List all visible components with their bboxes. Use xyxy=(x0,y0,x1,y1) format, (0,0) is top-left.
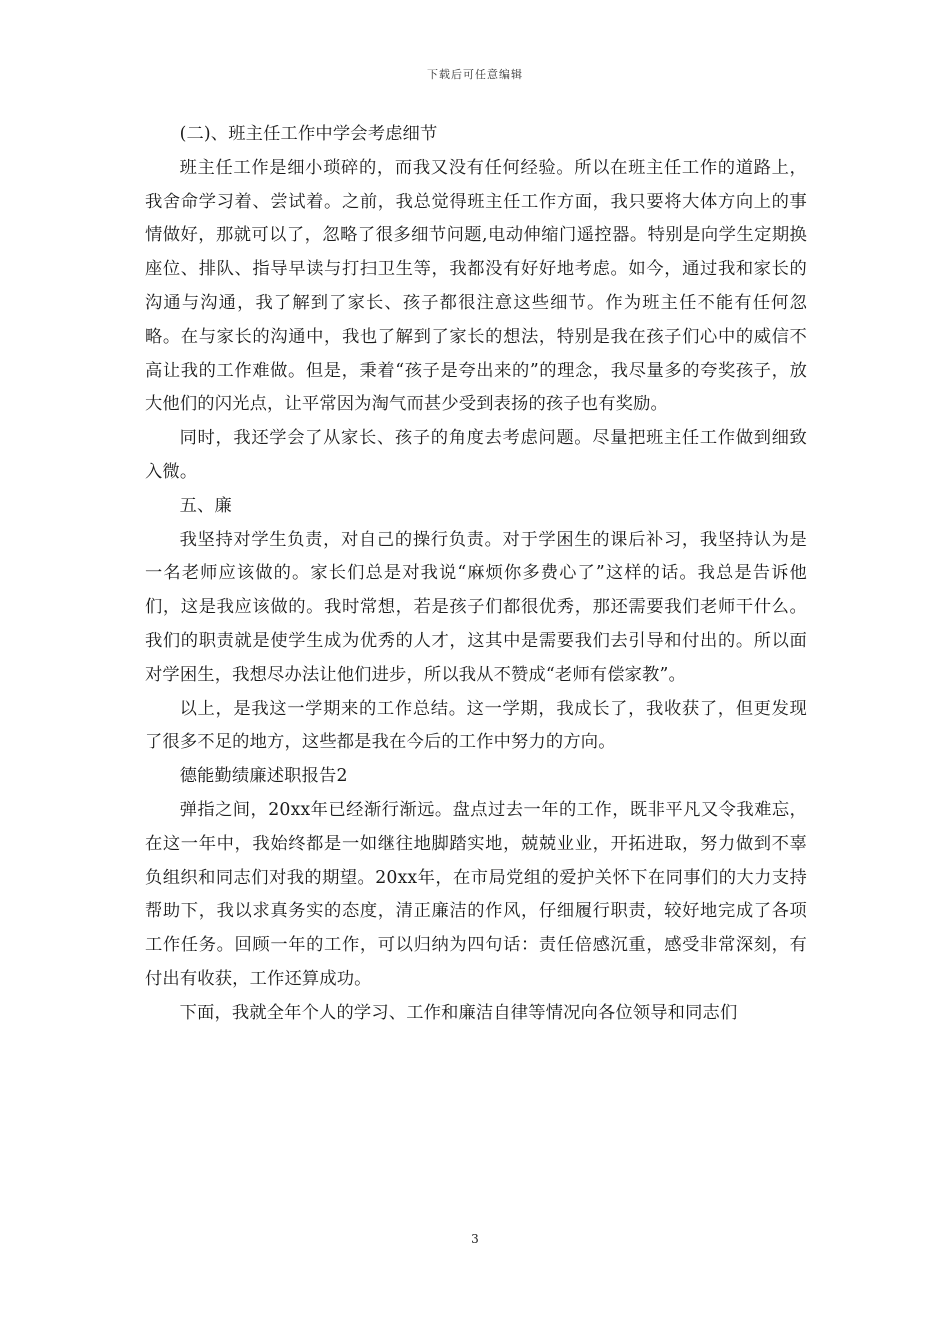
section-heading-details: (二)、班主任工作中学会考虑细节 xyxy=(179,124,438,144)
page-header: 下载后可任意编辑 xyxy=(427,68,523,81)
report-title: 德能勤绩廉述职报告2 xyxy=(179,766,348,787)
paragraph-report-intro: 弹指之间，20xx年已经渐行渐远。盘点过去一年的工作，既非平凡又令我难忘，在这一年中，我始终都是一如继往地脚踏实地，兢兢业业，开拓进取，努力做到不辜负组织和同志们对我的期望。20xx年，在市局党组的爱护关怀下在同事们的大力支持帮助下，我以求真务实的态度，清正廉洁的作风，仔细履行职责，较好地完成了各项工作任务。回顾一年的工作，可以归纳为四句话：责任倍感沉重，感受非常深刻，有付出有收获，工作还算成功。 xyxy=(145,799,807,989)
section-heading-integrity: 五、廉 xyxy=(179,495,232,516)
paragraph-details-summary: 同时，我还学会了从家长、孩子的角度去考虑问题。尽量把班主任工作做到细致入微。 xyxy=(145,428,807,482)
paragraph-report-continuation: 下面，我就全年个人的学习、工作和廉洁自律等情况向各位领导和同志们 xyxy=(179,1002,738,1023)
document-body xyxy=(145,118,807,1031)
page-number: 3 xyxy=(471,1232,479,1246)
paragraph-conclusion: 以上，是我这一学期来的工作总结。这一学期，我成长了，我收获了，但更发现了很多不足的地方，这些都是我在今后的工作中努力的方向。 xyxy=(145,698,807,753)
paragraph-integrity-body: 我坚持对学生负责，对自己的操行负责。对于学困生的课后补习，我坚持认为是一名老师应该做的。家长们总是对我说“麻烦你多费心了”这样的话。我总是告诉他们，这是我应该做的。我时常想，若是孩子们都很优秀，那还需要我们老师干什么。我们的职责就是使学生成为优秀的人才，这其中是需要我们去引导和付出的。所以面对学困生，我想尽办法让他们进步，所以我从不赞成“老师有偿家教”。 xyxy=(145,529,807,685)
paragraph-details-body: 班主任工作是细小琐碎的，而我又没有任何经验。所以在班主任工作的道路上，我舍命学习着、尝试着。之前，我总觉得班主任工作方面，我只要将大体方向上的事情做好，那就可以了，忽略了很多细节问题,电动伸缩门遥控器。特别是向学生定期换座位、排队、指导早读与打扫卫生等，我都没有好好地考虑。如今，通过我和家长的沟通与沟通，我了解到了家长、孩子都很注意这些细节。作为班主任不能有任何忽略。在与家长的沟通中，我也了解到了家长的想法，特别是我在孩子们心中的威信不高让我的工作难做。但是，秉着“孩子是夸出来的”的理念，我尽量多的夸奖孩子，放大他们的闪光点，让平常因为淘气而甚少受到表扬的孩子也有奖励。 xyxy=(145,157,807,415)
